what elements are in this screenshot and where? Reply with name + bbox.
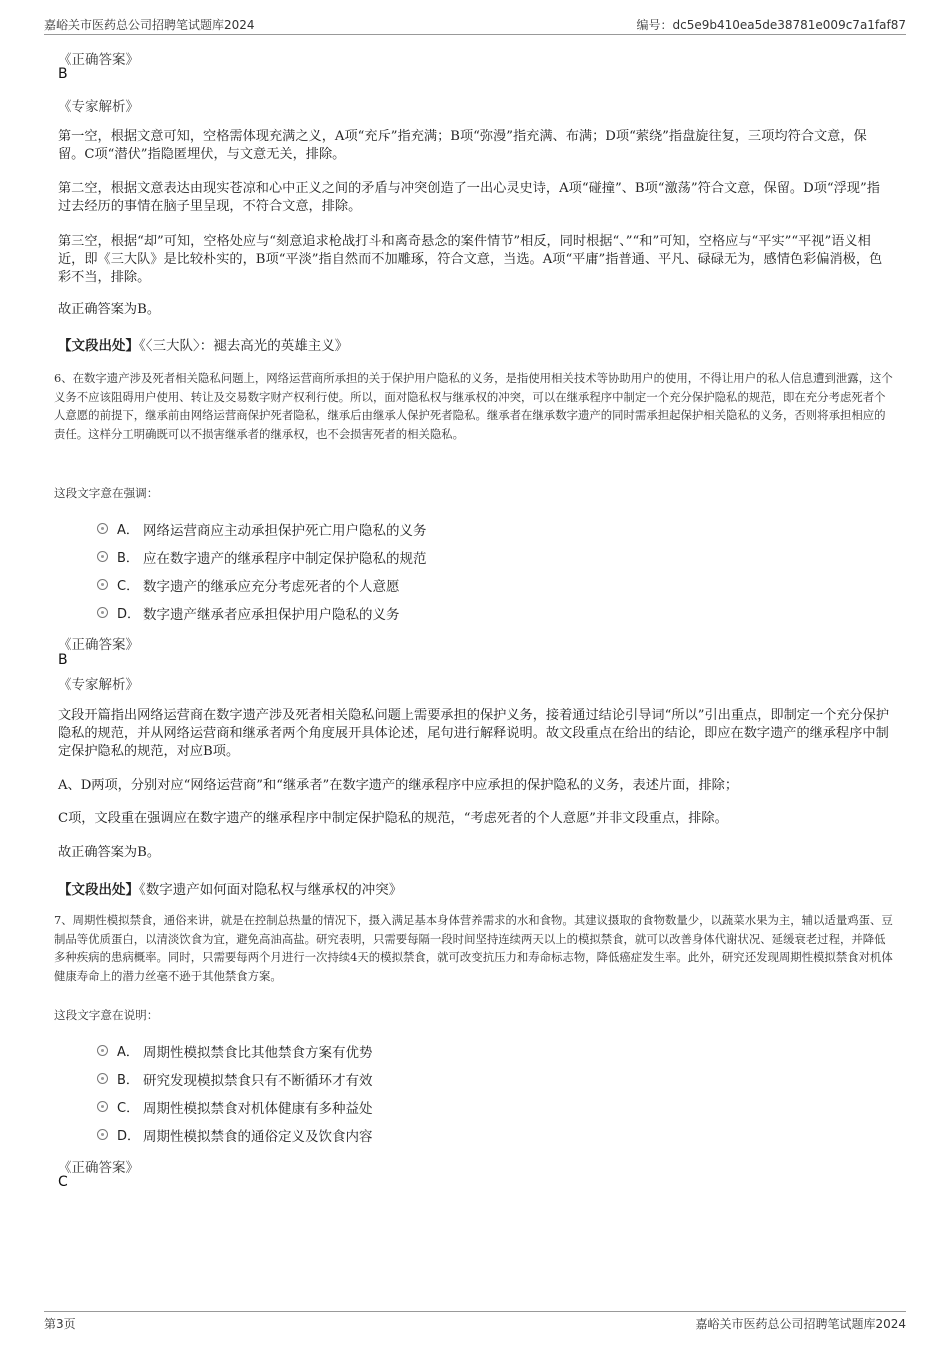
header-title: 嘉峪关市医药总公司招聘笔试题库2024 <box>44 18 255 32</box>
radio-icon[interactable] <box>97 607 108 618</box>
q7-answer-label: 《正确答案》 <box>58 1160 139 1176</box>
q6-analysis-label: 《专家解析》 <box>58 677 139 693</box>
radio-icon[interactable] <box>97 523 108 534</box>
page-number: 第3页 <box>44 1317 76 1331</box>
q5-answer-label: 《正确答案》 <box>58 52 139 68</box>
q6-analysis-p3: C项，文段重在强调应在数字遗产的继承程序中制定保护隐私的规范，“考虑死者的个人意愿”并非文段重点，排除。 <box>58 811 728 826</box>
q6-analysis-p2: A、D两项，分别对应“网络运营商”和“继承者”在数字遗产的继承程序中应承担的保护隐私的义务，表述片面，排除； <box>58 778 739 793</box>
option-text: 周期性模拟禁食对机体健康有多种益处 <box>143 1101 373 1117</box>
footer-title: 嘉峪关市医药总公司招聘笔试题库2024 <box>695 1317 906 1331</box>
option-text: 周期性模拟禁食比其他禁食方案有优势 <box>143 1045 373 1061</box>
radio-icon[interactable] <box>97 1073 108 1084</box>
option-text: 周期性模拟禁食的通俗定义及饮食内容 <box>143 1129 373 1145</box>
q5-answer: B <box>58 66 68 82</box>
option-letter: A． <box>117 1045 139 1060</box>
q6-source <box>58 878 402 898</box>
q5-analysis-p3: 第三空，根据“却”可知，空格处应与“刻意追求枪战打斗和离奇悬念的案件情节”相反，同时根据“、”“和”可知，空格应与“平实”“平视”语义相近，即《三大队》是比较朴实的，B项“平淡”指自然而不加雕琢，符合文意，当选。A项“平庸”指普通、平凡、碌碌无为，感情色彩偏消极，色彩不当，排除。 <box>58 234 883 285</box>
q6-analysis-p1: 文段开篇指出网络运营商在数字遗产涉及死者相关隐私问题上需要承担的保护义务，接着通过结论引导词“所以”引出重点，即制定一个充分保护隐私的规范，并从网络运营商和继承者两个角度展开具体论述，尾句进行解释说明。故文段重点在给出的结论，即应在数字遗产的继承程序中制定保护隐私的规范，对应B项。 <box>58 708 890 759</box>
q6-answer-label: 《正确答案》 <box>58 637 139 653</box>
radio-icon[interactable] <box>97 579 108 590</box>
q6-answer: B <box>58 652 68 668</box>
q7-text: 7、周期性模拟禁食，通俗来讲，就是在控制总热量的情况下，摄入满足基本身体营养需求的水和食物。其建议摄取的食物数量少，以蔬菜水果为主，辅以适量鸡蛋、豆制品等优质蛋白，以清淡饮食为宜，避免高油高盐。研究表明，只需要每隔一段时间坚持连续两天以上的模拟禁食，就可以改善身体代谢状况、延缓衰老过程，并降低多种疾病的患病概率。同时，只需要每两个月进行一次持续4天的模拟禁食，就可改变抗压力和寿命标志物，降低癌症发生率。此外，研究还发现周期性模拟禁食对机体健康寿命上的潜力丝毫不逊于其他禁食方案。 <box>54 913 893 983</box>
q5-analysis-p2: 第二空，根据文意表达由现实苍凉和心中正义之间的矛盾与冲突创造了一出心灵史诗，A项“碰撞”、B项“激荡”符合文意，保留。D项“浮现”指过去经历的事情在脑子里呈现，不符合文意，排除。 <box>58 181 880 214</box>
q5-analysis-p1: 第一空，根据文意可知，空格需体现充满之义，A项“充斥”指充满；B项“弥漫”指充满、布满；D项“萦绕”指盘旋往复，三项均符合文意，保留。C项“潜伏”指隐匿埋伏，与文意无关，排除。 <box>58 129 867 162</box>
q6-analysis-conclusion: 故正确答案为B。 <box>58 845 161 860</box>
page-footer <box>44 1311 906 1336</box>
option-text: 应在数字遗产的继承程序中制定保护隐私的规范 <box>143 551 427 567</box>
q6-text: 6、在数字遗产涉及死者相关隐私问题上，网络运营商所承担的关于保护用户隐私的义务，是指使用相关技术等协助用户的使用，不得让用户的私人信息遭到泄露，这个义务不应该阻碍用户使用、转让及交易数字财产权利行使。所以，面对隐私权与继承权的冲突，可以在继承程序中制定一个充分保护隐私的规范，即在充分考虑死者个人意愿的前提下，继承前由网络运营商保护死者隐私，继承后由继承人保护死者隐私。继承者在继承数字遗产的同时需承担起保护相关隐私的义务，否则将承担相应的责任。这样分工明确既可以不损害继承者的继承权，也不会损害死者的相关隐私。 <box>54 371 893 441</box>
radio-icon[interactable] <box>97 1101 108 1112</box>
radio-icon[interactable] <box>97 551 108 562</box>
option-letter: B． <box>117 551 139 566</box>
q6-source-text: 《数字遗产如何面对隐私权与继承权的冲突》 <box>139 882 403 898</box>
q5-source <box>58 334 348 354</box>
q5-source-text: 《〈三大队〉：褪去高光的英雄主义》 <box>139 338 349 354</box>
q6-stem: 这段文字意在强调： <box>54 486 159 500</box>
option-text: 网络运营商应主动承担保护死亡用户隐私的义务 <box>143 523 427 539</box>
option-letter: B． <box>117 1073 139 1088</box>
page-header <box>44 12 906 35</box>
radio-icon[interactable] <box>97 1045 108 1056</box>
radio-icon[interactable] <box>97 1129 108 1140</box>
q7-stem: 这段文字意在说明： <box>54 1008 159 1022</box>
option-text: 数字遗产的继承应充分考虑死者的个人意愿 <box>143 579 400 595</box>
option-text: 研究发现模拟禁食只有不断循环才有效 <box>143 1073 373 1089</box>
option-letter: C． <box>117 1101 140 1116</box>
option-letter: D． <box>117 1129 141 1144</box>
option-letter: C． <box>117 579 140 594</box>
q5-source-label: 【文段出处】 <box>58 338 139 354</box>
header-code: 编号：dc5e9b410ea5de38781e009c7a1faf87 <box>636 18 906 32</box>
option-text: 数字遗产继承者应承担保护用户隐私的义务 <box>143 607 400 623</box>
q5-analysis-label: 《专家解析》 <box>58 99 139 115</box>
q6-source-label: 【文段出处】 <box>58 882 139 898</box>
option-letter: A． <box>117 523 139 538</box>
option-letter: D． <box>117 607 141 622</box>
q7-answer: C <box>58 1174 68 1190</box>
q5-analysis-conclusion: 故正确答案为B。 <box>58 302 161 317</box>
